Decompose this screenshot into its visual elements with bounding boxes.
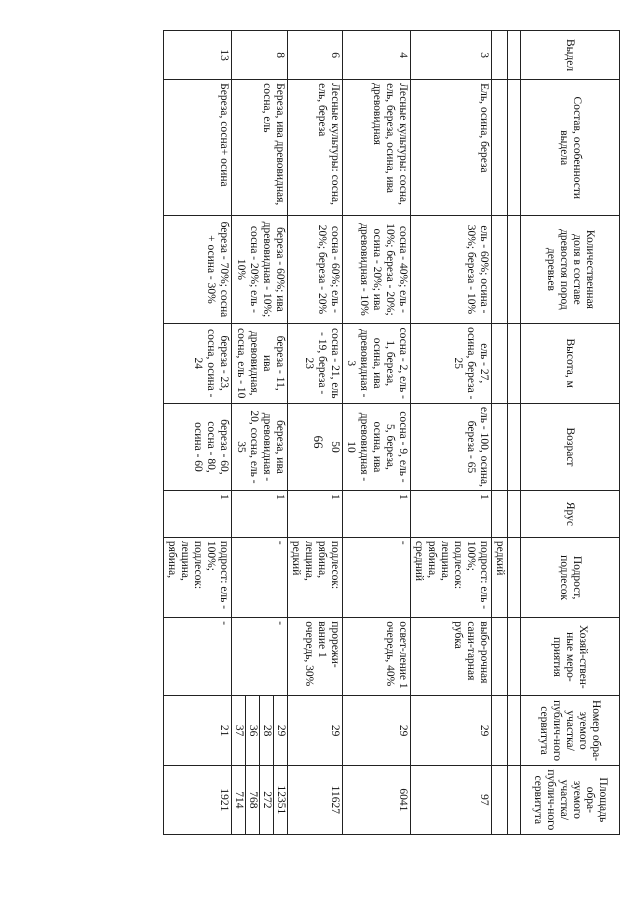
composition-cell: Ель, осина, береза [411,80,492,216]
tier-cell: 1 [343,491,411,538]
vydel-cell: 6 [288,31,343,80]
plot-number-value: 28 [260,696,274,764]
plot-number-value: 29 [274,696,288,764]
height-cell: сосна - 2, ель - 1, береза, осина, ива древовидная - 3 [343,323,411,403]
header-cell: Номер обра-зуемого участка/ публич-ного сервитута [521,696,620,765]
rotated-table-container [54,30,620,835]
table-row [343,31,411,835]
undergrowth-cell: подрост: ель - 100%; подлесок: лещина, рябина, [164,537,232,617]
tier-cell: 1 [288,491,343,538]
plot-area-value: 272 [260,766,274,834]
vydel-cell: 3 [411,31,492,80]
plot-number-cell: 29 [288,696,343,765]
plot-number-cell: 29 [343,696,411,765]
header-cell: Ярус [521,491,620,538]
plot-number-cell [232,696,288,765]
plot-area-value: 768 [246,766,260,834]
measures-cell: - [164,618,232,696]
plot-area-cell: 1921 [164,765,232,834]
height-cell: ель - 27, осина, береза - 25 [411,323,492,403]
carryover-undergrowth: редкий [492,537,508,617]
plot-area-value: 12351 [274,766,288,834]
undergrowth-cell: подрост: ель - 100%; подлесок: лещина, рябина, средний [411,537,492,617]
table-row [288,31,343,835]
age-cell: береза, ива древовидная - 20, сосна, ель - 35 [232,403,288,490]
age-cell: сосна - 9, ель - 5, береза, осина, ива древовидная - 10 [343,403,411,490]
composition-cell: Береза, ива древовидная, сосна, ель [232,80,288,216]
undergrowth-cell: - [343,537,411,617]
vydel-cell: 13 [164,31,232,80]
height-cell: береза - 11, ива древовидная, сосна, ель - 10 [232,323,288,403]
rotated-table-wrapper [54,30,639,831]
vydel-cell: 4 [343,31,411,80]
share-cell: сосна - 40%; ель - 10%; береза - 20%; осина - 20%; ива древовидная - 10% [343,216,411,323]
header-cell: Состав, особенности выдела [521,80,620,216]
tier-cell: 1 [164,491,232,538]
age-cell: 50 [288,403,343,490]
share-cell: сосна - 60%; ель - 20%; береза - 20% [288,216,343,323]
tier-cell: 1 [411,491,492,538]
plot-number-value: 36 [246,696,260,764]
table-row [164,31,232,835]
header-cell: Подрост, подлесок [521,537,620,617]
composition-cell: Лесные культуры: сосна, ель, береза [288,80,343,216]
undergrowth-cell: - [232,537,288,617]
age-cell: береза - 60, сосна - 80, осина - 60 [164,403,232,490]
measures-cell: освет-ление 1 очередь, 40% [343,618,411,696]
tier-cell: 1 [232,491,288,538]
table-row [411,31,492,835]
height-cell: сосна - 21, ель - 19, береза - 23 [288,323,343,403]
undergrowth-cell: подлесок: рябина, лещина, редкий [288,537,343,617]
measures-cell: - [232,618,288,696]
blank-row [508,31,521,835]
plot-area-cell [232,765,288,834]
share-cell: ель - 60%; осина - 30%; береза - 10% [411,216,492,323]
page-number: 66 [311,435,326,449]
table-row [232,31,288,835]
composition-cell: Береза, сосна+ осина [164,80,232,216]
plot-number-cell: 29 [411,696,492,765]
header-cell: Выдел [521,31,620,80]
carryover-row [492,31,508,835]
header-cell: Количественная доля в составе древостоя пород деревьев [521,216,620,323]
header-cell: Площадь обра-зуемого участка/ публич-ного сервитута [521,765,620,834]
header-cell: Высота, м [521,323,620,403]
plot-area-cell: 11627 [288,765,343,834]
composition-cell: Лесные культуры: сосна, ель, береза, осина, ива древовидная [343,80,411,216]
plot-area-cell: 97 [411,765,492,834]
header-cell: Возраст [521,403,620,490]
measures-cell: выбо-рочная сани-тарная рубка [411,618,492,696]
plot-number-value: 37 [233,724,245,737]
share-cell: береза - 70%; сосна + осина - 30% [164,216,232,323]
plot-number-cell: 21 [164,696,232,765]
header-row [521,31,620,835]
share-cell: береза - 60%; ива древовидная - 10%; сосна - 20%; ель - 10% [232,216,288,323]
header-cell: Хозяй-ствен-ные меро-приятия [521,618,620,696]
plot-area-value: 714 [233,791,245,809]
forest-inventory-table [163,30,620,835]
age-cell: ель - 100, осина, береза - 65 [411,403,492,490]
measures-cell: прорежи-вание 1 очередь, 30% [288,618,343,696]
height-cell: береза - 23, сосна, осина - 24 [164,323,232,403]
plot-area-cell: 6041 [343,765,411,834]
vydel-cell: 8 [232,31,288,80]
